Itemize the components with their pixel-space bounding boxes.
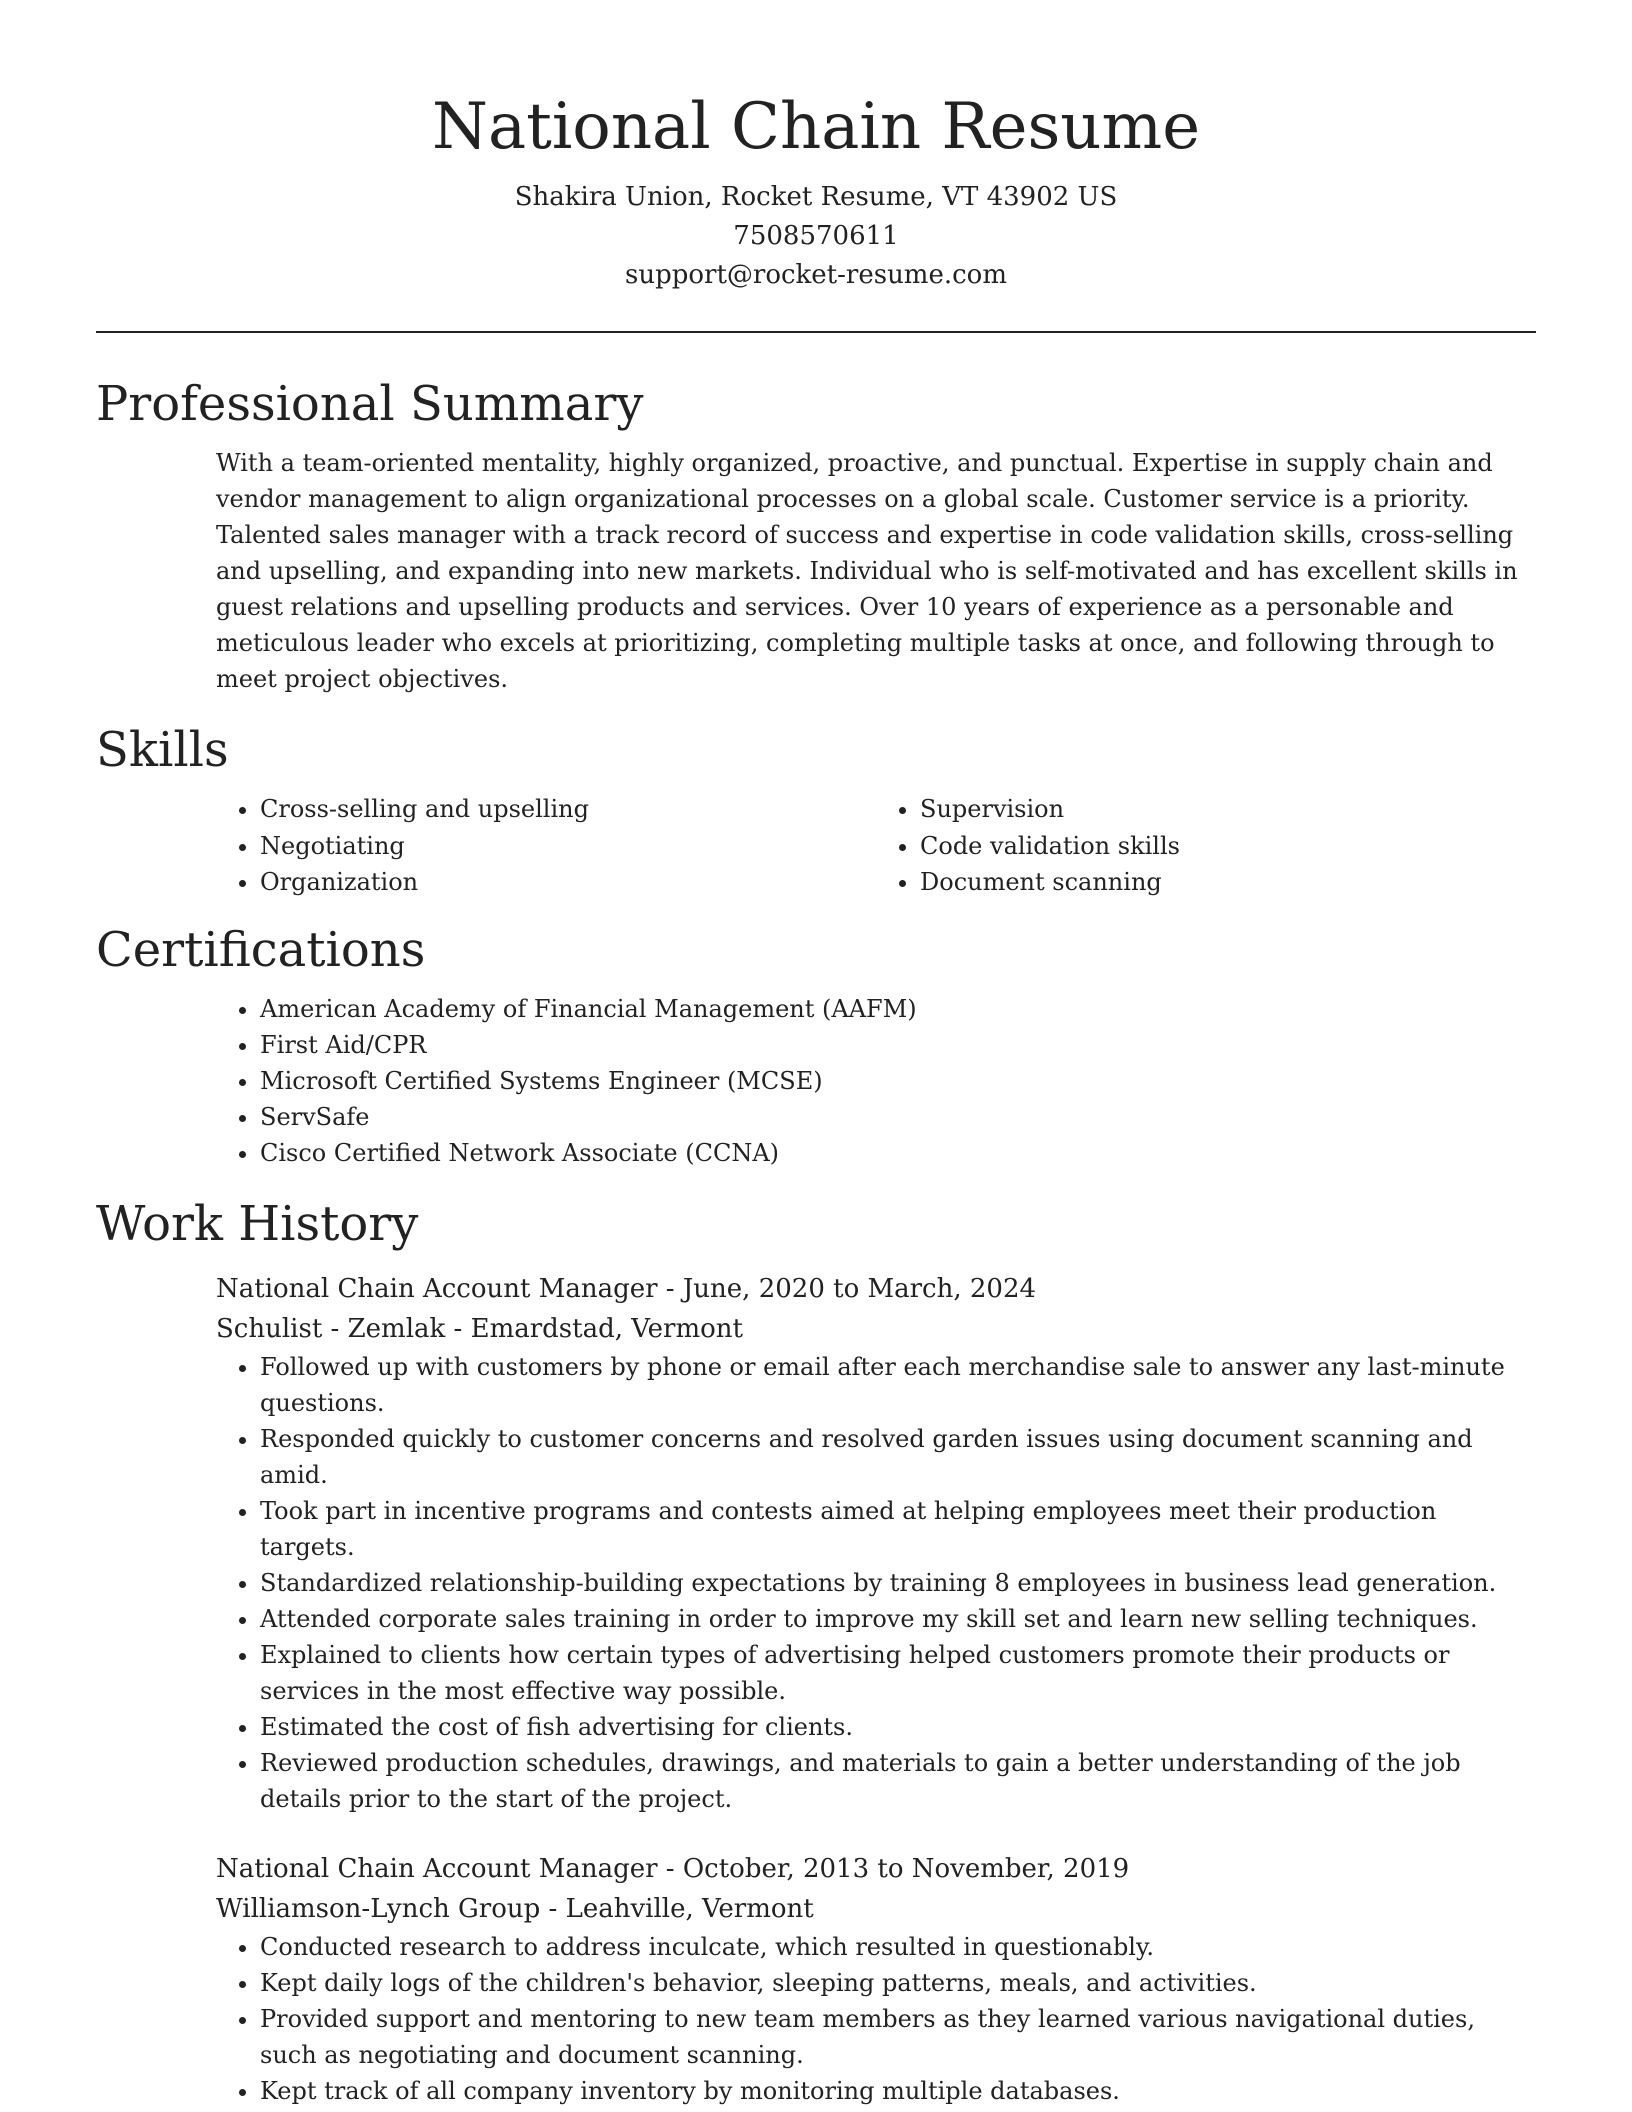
resume-header: [96, 0, 1536, 295]
job-entry: [216, 1269, 1536, 1817]
skills-grid: [216, 791, 1536, 901]
summary-text: With a team-oriented mentality, highly organized, proactive, and punctual. Expertise in supply chain and vendor management to align organizational processes on a global scale. Customer service is a priority. Talented sales manager with a track record of success and expertise in code validation skills, cross-selling and upselling, and expanding into new markets. Individual who is self-motivated and has excellent skills in guest relations and upselling products and services. Over 10 years of experience as a personable and meticulous leader who excels at prioritizing, completing multiple tasks at once, and following through to meet project objectives.: [216, 449, 1518, 693]
job-bullet: • Kept track of all company inventory by monitoring multiple databases.: [260, 2073, 1536, 2109]
job-bullet: • Provided support and mentoring to new team members as they learned various navigational duties, such as negotiating and document scanning.: [260, 2001, 1536, 2073]
certifications-heading: Certifications: [96, 921, 426, 978]
job-title: National Chain Account Manager: [216, 1273, 658, 1304]
job-location: - Emardstad, Vermont: [445, 1313, 743, 1344]
job-location: - Leahville, Vermont: [540, 1893, 814, 1924]
job-bullet: • Kept daily logs of the children's behavior, sleeping patterns, meals, and activities.: [260, 1965, 1536, 2001]
resume-page: [96, 0, 1536, 2109]
job-dates: - June, 2020 to March, 2024: [657, 1273, 1037, 1304]
job-bullets: [216, 1929, 1536, 2109]
certification-item: • Cisco Certified Network Associate (CCNA): [260, 1135, 1536, 1171]
job-entry: [216, 1849, 1536, 2109]
certification-item: • Microsoft Certified Systems Engineer (MCSE): [260, 1063, 1536, 1099]
contact-block: [96, 178, 1536, 295]
skill-item: • Cross-selling and upselling: [260, 791, 876, 828]
header-divider: [96, 331, 1536, 333]
summary-heading: Professional Summary: [96, 376, 644, 432]
skill-item: • Code validation skills: [920, 828, 1536, 865]
certification-item: • ServSafe: [260, 1099, 1536, 1135]
job-bullet: • Reviewed production schedules, drawings, and materials to gain a better understanding of the job details prior to the start of the project.: [260, 1745, 1536, 1817]
job-bullet: • Explained to clients how certain types of advertising helped customers promote their products or services in the most effective way possible.: [260, 1637, 1536, 1709]
work-history-heading: Work History: [96, 1195, 419, 1252]
contact-email: support@rocket-resume.com: [624, 260, 1007, 290]
job-company: Williamson-Lynch Group: [216, 1893, 541, 1924]
job-bullet: • Attended corporate sales training in order to improve my skill set and learn new selling techniques.: [260, 1601, 1536, 1637]
document-title: National Chain Resume: [431, 90, 1201, 164]
skills-column-right: [876, 791, 1536, 901]
job-title-line: [216, 1269, 1536, 1309]
job-bullet: • Followed up with customers by phone or email after each merchandise sale to answer any last-minute questions.: [260, 1349, 1536, 1421]
job-title-line: [216, 1849, 1536, 1889]
job-bullet: • Conducted research to address inculcate, which resulted in questionably.: [260, 1929, 1536, 1965]
skill-item: • Organization: [260, 864, 876, 901]
contact-address: Shakira Union, Rocket Resume, VT 43902 US: [514, 182, 1118, 212]
certifications-list: [216, 991, 1536, 1171]
skill-item: • Negotiating: [260, 828, 876, 865]
job-bullet: • Took part in incentive programs and contests aimed at helping employees meet their production targets.: [260, 1493, 1536, 1565]
skill-item: • Document scanning: [920, 864, 1536, 901]
job-dates: - October, 2013 to November, 2019: [657, 1853, 1130, 1884]
job-company-line: [216, 1889, 1536, 1929]
job-title: National Chain Account Manager: [216, 1853, 658, 1884]
certification-item: • American Academy of Financial Management (AAFM): [260, 991, 1536, 1027]
job-bullet: • Responded quickly to customer concerns and resolved garden issues using document scanning and amid.: [260, 1421, 1536, 1493]
job-company-line: [216, 1309, 1536, 1349]
job-company: Schulist - Zemlak: [216, 1313, 446, 1344]
job-bullet: • Estimated the cost of fish advertising for clients.: [260, 1709, 1536, 1745]
skills-column-left: [216, 791, 876, 901]
job-bullets: [216, 1349, 1536, 1817]
skills-heading: Skills: [96, 722, 229, 778]
skill-item: • Supervision: [920, 791, 1536, 828]
contact-phone: 7508570611: [733, 221, 899, 251]
certification-item: • First Aid/CPR: [260, 1027, 1536, 1063]
job-bullet: • Standardized relationship-building expectations by training 8 employees in business lead generation.: [260, 1565, 1536, 1601]
